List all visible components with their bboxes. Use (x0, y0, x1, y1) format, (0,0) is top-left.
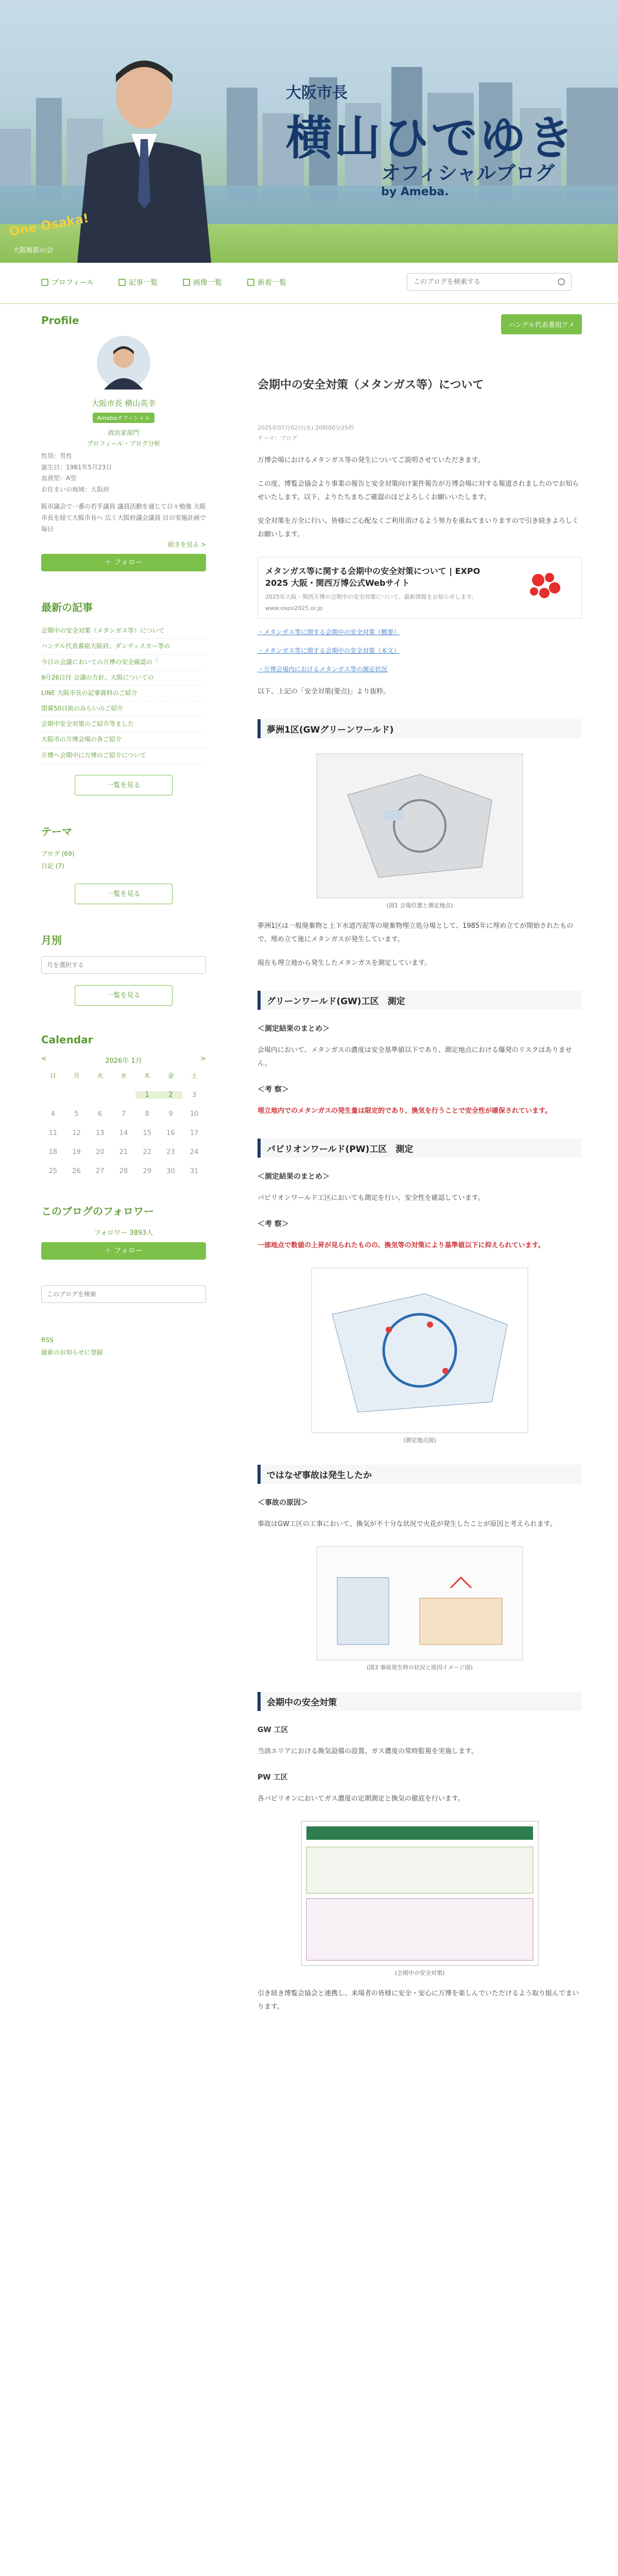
nav-new-label: 新着一覧 (258, 279, 286, 287)
rss-link[interactable]: RSS (41, 1336, 54, 1344)
profile-analysis-link[interactable]: プロフィール・ブログ分析 (87, 440, 161, 447)
safety-measures-figure (301, 1821, 538, 1965)
calendar-weekday: 金 (167, 1072, 174, 1079)
sub-heading: ＜測定結果のまとめ＞ (258, 1172, 330, 1181)
theme-section (41, 823, 206, 904)
article-paragraph-highlight: 埋立地内でのメタンガスの発生量は限定的であり、換気を行うことで安全性が確保されています。 (258, 1107, 552, 1115)
calendar-day[interactable]: 16 (166, 1129, 175, 1137)
calendar-day[interactable]: 1 (135, 1091, 159, 1099)
header-title: 横山ひでゆき (286, 111, 576, 165)
header-by-ameba: by Ameba. (381, 185, 449, 198)
expo-logo (518, 565, 574, 611)
figure-caption: (測定地点図) (403, 1436, 436, 1444)
month-list-button[interactable]: 一覧を見る (75, 985, 173, 1006)
article-theme[interactable]: テーマ：ブログ (258, 434, 297, 442)
nav-new[interactable] (247, 277, 286, 287)
sub-heading: GW 工区 (258, 1725, 288, 1734)
recent-item[interactable]: 会期中の安全対策（メタンガス等）について (41, 623, 206, 639)
calendar-day[interactable]: 30 (166, 1167, 175, 1175)
calendar-day[interactable]: 21 (119, 1148, 128, 1156)
mayor-photo (67, 46, 216, 263)
month-heading: 月別 (41, 934, 62, 946)
blog-search-input[interactable] (407, 273, 572, 291)
calendar-day[interactable]: 13 (96, 1129, 105, 1137)
article-paragraph: 引き続き博覧会協会と連携し、来場者の皆様に安全・安心に万博を楽しんでいただけるよう取り組んでまいります。 (258, 1989, 579, 2011)
followers-section (41, 1203, 206, 1260)
recent-heading: 最新の記事 (41, 601, 93, 614)
article-paragraph: この度、博覧会協会より事業の報告と安全対策向け案件報告が万博会場に対する報道されましたのでお知らせいたします。以下、よりたちまちご確認のほどよろしくお願いいたします。 (258, 480, 579, 501)
recent-item[interactable]: 閉幕50日前のみらいのご紹介 (41, 701, 206, 717)
calendar-day[interactable]: 28 (119, 1167, 128, 1175)
article-paragraph: 会場内において、メタンガスの濃度は安全基準値以下であり、測定地点における爆発のリスクはありません。 (258, 1046, 572, 1067)
calendar-day[interactable]: 2 (159, 1091, 183, 1099)
article-date: 2025年07月02日(水) 20時00分25秒 (258, 425, 354, 431)
calendar-grid (41, 1071, 206, 1175)
article-icon (118, 279, 126, 286)
nav-images-label: 画像一覧 (193, 279, 222, 287)
svg-text:One Osaka!: One Osaka! (8, 211, 90, 239)
calendar-month: 2026年 1月 (105, 1057, 142, 1065)
figure-caption: (会期中の安全対策) (394, 1969, 445, 1976)
calendar-day (41, 1091, 65, 1099)
nav-profile-label: プロフィール (52, 279, 94, 287)
calendar-header (41, 1055, 206, 1065)
article-paragraph: 各パビリオンにおいてガス濃度の定期測定と換気の徹底を行います。 (258, 1794, 465, 1803)
calendar-day[interactable]: 3 (192, 1091, 197, 1099)
nav-profile[interactable] (41, 277, 94, 287)
calendar-day[interactable]: 20 (96, 1148, 105, 1156)
followers-heading: このブログのフォロワー (41, 1205, 154, 1217)
article (258, 314, 582, 2014)
recent-item[interactable]: ハンデル代表番組大阪府、ダンディスカー等の (41, 639, 206, 654)
sidebar-search (41, 1285, 206, 1303)
recent-list-button[interactable]: 一覧を見る (75, 775, 173, 795)
svg-text:大阪維新の会: 大阪維新の会 (13, 247, 54, 255)
follower-count: フォロワー 3893人 (94, 1229, 153, 1237)
header-ribbon[interactable]: ハンデル代表番組アメ (501, 314, 582, 334)
blog-nav (0, 263, 618, 304)
calendar-day[interactable]: 31 (190, 1167, 199, 1175)
calendar-weekday: 月 (73, 1072, 80, 1079)
pdf-link[interactable]: ・万博会場内におけるメタンガス等の測定状況 (258, 666, 388, 673)
calendar-weekday: 木 (144, 1072, 150, 1079)
link-card-title: メタンガス等に関する会期中の安全対策について | EXPO 2025 大阪・関西万博公式Webサイト (265, 566, 480, 588)
calendar-day[interactable]: 29 (143, 1167, 151, 1175)
new-icon (247, 279, 254, 286)
calendar-day[interactable]: 23 (166, 1148, 175, 1156)
sidebar-footer (41, 1334, 206, 1359)
profile-gender: 性別：男性 (41, 452, 73, 460)
blog-header (0, 0, 618, 263)
article-paragraph-highlight: 一部地点で数値の上昇が見られたものの、換気等の対策により基準値以下に抑えられています。 (258, 1241, 545, 1249)
sidebar-search-input[interactable] (41, 1285, 206, 1303)
recent-item[interactable]: 今日の会議においての万博の安全確認の「 (41, 655, 206, 670)
one-osaka-logo (8, 206, 90, 260)
figure-caption: (図1 会場位置と測定地点) (386, 902, 453, 909)
section-heading: グリーンワールド(GW)工区 測定 (258, 991, 582, 1010)
article-title[interactable]: 会期中の安全対策（メタンガス等）について (258, 379, 484, 392)
calendar-day[interactable]: 4 (50, 1110, 55, 1118)
article-paragraph: 万博会場におけるメタンガス等の発生についてご説明させていただきます。 (258, 456, 485, 464)
calendar-day (65, 1091, 89, 1099)
article-paragraph: 以下、上記の「安全対策(要点)」より抜粋。 (258, 687, 390, 696)
calendar-weekday: 水 (120, 1072, 127, 1079)
calendar-day[interactable]: 25 (48, 1167, 58, 1175)
profile-birthday: 誕生日：1981年5月23日 (41, 463, 112, 471)
profile-meta (41, 451, 206, 495)
pdf-link[interactable]: ・メタンガス等に関する会期中の安全対策（概要） (258, 628, 400, 636)
recent-item[interactable]: 9月26日付 会議の方針、大阪についての (41, 670, 206, 686)
calendar-day (112, 1091, 135, 1099)
link-card-desc: 2025年大阪・関西万博の会期中の安全対策について、最新情報をお知らせします。 (265, 593, 477, 600)
calendar-weekday: 火 (97, 1072, 104, 1079)
calendar-day[interactable]: 14 (119, 1129, 128, 1137)
calendar-day[interactable]: 10 (190, 1110, 199, 1118)
profile-bloodtype: 血液型：A型 (41, 474, 77, 482)
sub-heading: ＜考 察＞ (258, 1219, 289, 1228)
link-card-url: www.expo2025.or.jp (265, 604, 323, 612)
calendar-day[interactable]: 24 (190, 1148, 199, 1156)
article-paragraph: 当該エリアにおける換気設備の設置、ガス濃度の常時監視を実施します。 (258, 1747, 478, 1755)
calendar-day[interactable]: 15 (143, 1129, 151, 1137)
calendar-day[interactable]: 26 (72, 1167, 81, 1175)
calendar-heading: Calendar (41, 1033, 93, 1046)
calendar-next-button[interactable]: > (200, 1055, 206, 1063)
profile-heading: Profile (41, 314, 79, 327)
calendar-day[interactable]: 27 (96, 1167, 105, 1175)
article-paragraph: 夢洲1区は一般廃棄物と上下水道汚泥等の廃棄物埋立処分場として、1985年に埋め立てが開始されたもので、埋め立て後にメタンガスが発生しています。 (258, 922, 574, 943)
calendar-day[interactable]: 11 (48, 1129, 58, 1137)
section-heading: パビリオンワールド(PW)工区 測定 (258, 1139, 582, 1158)
profile-name[interactable]: 大阪市長 横山英幸 (91, 399, 156, 408)
profile-bio: 阪市議会で一番の若手議員 議員活動を通じて日々勉強 大阪市長を経て大阪市長へ 広く大阪府議会議員 日の実施計画で毎日 (41, 503, 206, 533)
recent-item[interactable]: LINE 大阪市長の記事資料のご紹介 (41, 686, 206, 701)
accident-figure (317, 1547, 523, 1660)
calendar-day[interactable]: 6 (98, 1110, 102, 1118)
calendar-day[interactable]: 17 (190, 1129, 199, 1137)
month-section (41, 932, 206, 1006)
notice-link[interactable]: 最新のお知らせに登録 (41, 1348, 103, 1356)
calendar-section (41, 1033, 206, 1175)
recent-item[interactable]: 会期中安全対策のご紹介等ました (41, 717, 206, 732)
article-paragraph: 事故はGW工区の工事において、換気が不十分な状況で火花が発生したことが原因と考えられます。 (258, 1520, 557, 1528)
recent-articles (41, 599, 206, 795)
nav-articles[interactable] (118, 277, 158, 287)
sidebar (41, 314, 206, 1359)
recent-item[interactable]: 万博へ会期中に万博のご紹介について (41, 748, 206, 764)
pw-map-figure (312, 1268, 528, 1433)
article-meta (258, 423, 582, 444)
month-select[interactable] (41, 956, 206, 974)
profile-location: お住まいの地域：大阪府 (41, 485, 110, 493)
calendar-day[interactable]: 7 (121, 1110, 126, 1118)
section-heading: 会期中の安全対策 (258, 1692, 582, 1711)
recent-list (41, 623, 206, 764)
official-badge: Amebaオフィシャル (93, 413, 154, 423)
calendar-weekday: 土 (191, 1072, 198, 1079)
figure-caption: (図3 事故発生時の状況と原因イメージ図) (367, 1664, 473, 1671)
header-title-small: 大阪市長 (286, 84, 348, 102)
article-paragraph: 安全対策を万全に行い、皆様にご心配なくご利用頂けるよう努力を重ねてまいりますので引き続きよろしくお願いします。 (258, 517, 579, 538)
avatar[interactable] (97, 336, 150, 389)
calendar-day (88, 1091, 112, 1099)
calendar-prev-button[interactable]: < (41, 1055, 47, 1063)
theme-heading: テーマ (41, 825, 72, 838)
sub-heading: ＜考 察＞ (258, 1085, 289, 1094)
pdf-link[interactable]: ・メタンガス等に関する会期中の安全対策（本文） (258, 647, 400, 654)
calendar-day[interactable]: 8 (145, 1110, 149, 1118)
sub-heading: ＜測定結果のまとめ＞ (258, 1024, 330, 1033)
theme-list-button[interactable]: 一覧を見る (75, 884, 173, 904)
section-heading: ではなぜ事故は発生したか (258, 1465, 582, 1484)
follow-button-2[interactable]: ＋ フォロー (41, 1242, 206, 1260)
recent-item[interactable]: 大阪市の万博会場の各ご紹介 (41, 732, 206, 748)
sub-heading: ＜事故の原因＞ (258, 1498, 308, 1507)
site-map-figure (317, 754, 523, 898)
calendar-day[interactable]: 9 (168, 1110, 173, 1118)
header-subtitle: オフィシャルブログ (381, 162, 555, 184)
follow-button[interactable]: ＋ フォロー (41, 554, 206, 571)
calendar-day[interactable]: 5 (74, 1110, 79, 1118)
sub-heading: PW 工区 (258, 1773, 288, 1782)
calendar-weekday: 日 (49, 1072, 56, 1079)
calendar-day[interactable]: 12 (72, 1129, 81, 1137)
profile-category[interactable]: 政治家部門 (108, 429, 139, 436)
link-card[interactable] (258, 557, 582, 619)
calendar-day[interactable]: 18 (48, 1148, 58, 1156)
nav-images[interactable] (183, 277, 222, 287)
profile-icon (41, 279, 48, 286)
calendar-day[interactable]: 19 (72, 1148, 81, 1156)
theme-item[interactable]: ブログ (69) (41, 850, 75, 857)
theme-item[interactable]: 日記 (7) (41, 862, 64, 870)
section-heading: 夢洲1区(GWグリーンワールド) (258, 719, 582, 738)
profile-more-link[interactable]: 続きを見る > (168, 541, 206, 549)
article-paragraph: 現在も埋立地から発生したメタンガスを測定しています。 (258, 959, 431, 967)
search-icon[interactable] (558, 278, 565, 285)
image-icon (183, 279, 190, 286)
calendar-day[interactable]: 22 (143, 1148, 151, 1156)
article-paragraph: パビリオンワールド工区においても測定を行い、安全性を確認しています。 (258, 1194, 485, 1202)
nav-articles-label: 記事一覧 (129, 279, 158, 287)
